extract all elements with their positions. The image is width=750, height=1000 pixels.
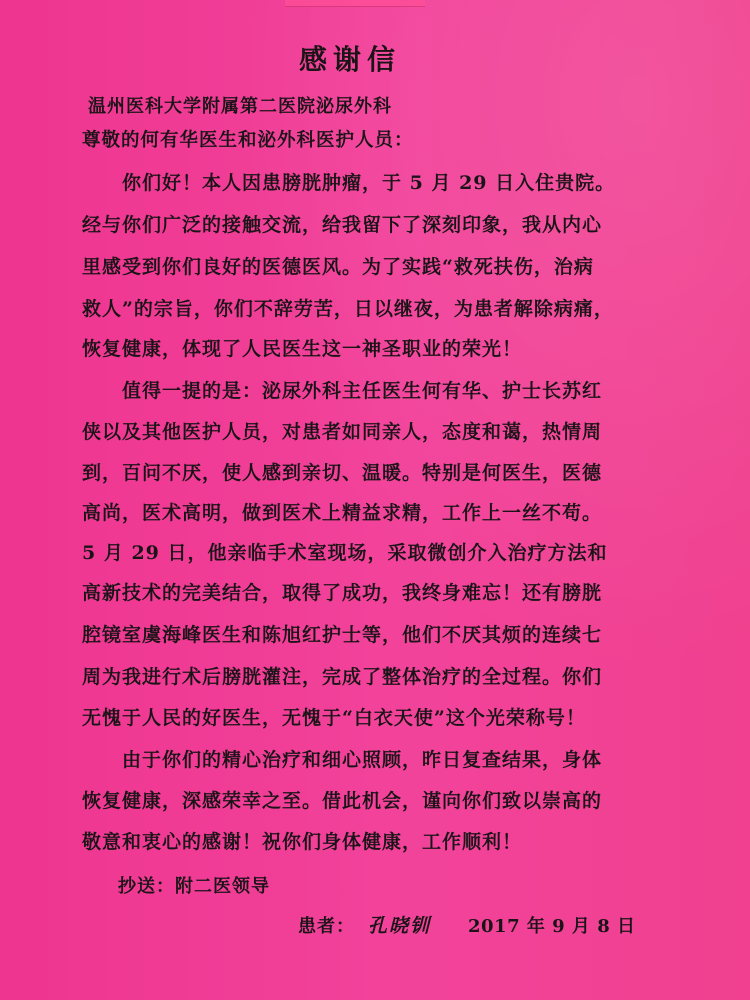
body-line: 经与你们广泛的接触交流，给我留下了深刻印象，我从内心: [82, 214, 603, 236]
body-line: 5 月 29 日，他亲临手术室现场，采取微创介入治疗方法和: [82, 542, 608, 564]
body-line: 救人”的宗旨，你们不辞劳苦，日以继夜，为患者解除病痛，: [82, 298, 614, 320]
body-line: 腔镜室虞海峰医生和陈旭红护士等，他们不厌其烦的连续七: [82, 624, 603, 646]
body-line: 恢复健康，体现了人民医生这一神圣职业的荣光！: [82, 338, 523, 360]
letter-date: 2017 年 9 月 8 日: [468, 916, 636, 937]
tape-strip: [285, 0, 425, 7]
body-line: 里感受到你们良好的医德医风。为了实践“救死扶伤，治病: [82, 256, 594, 278]
body-line: 你们好！本人因患膀胱肿瘤，于 5 月 29 日入住贵院。: [122, 172, 616, 194]
salutation: 尊敬的何有华医生和泌外科医护人员：: [82, 130, 414, 151]
body-line: 高新技术的完美结合，取得了成功，我终身难忘！还有膀胱: [82, 582, 603, 604]
body-line: 敬意和衷心的感谢！祝你们身体健康，工作顺利！: [82, 831, 523, 853]
letter-title: 感谢信: [298, 43, 401, 76]
signature-name: 孔晓钏: [368, 915, 432, 937]
body-line: 恢复健康，深感荣幸之至。借此机会，谨向你们致以崇高的: [82, 790, 603, 812]
recipient-organization: 温州医科大学附属第二医院泌尿外科: [88, 96, 392, 117]
body-line: 值得一提的是：泌尿外科主任医生何有华、护士长苏红: [122, 380, 603, 402]
cc-line: 抄送：附二医领导: [118, 876, 270, 897]
body-line: 由于你们的精心治疗和细心照顾，昨日复查结果，身体: [122, 749, 603, 771]
body-line: 无愧于人民的好医生，无愧于“白衣天使”这个光荣称号！: [82, 707, 586, 729]
body-line: 高尚，医术高明，做到医术上精益求精，工作上一丝不苟。: [82, 502, 603, 524]
body-line: 到，百问不厌，使人感到亲切、温暖。特别是何医生，医德: [82, 462, 603, 484]
body-line: 周为我进行术后膀胱灌注，完成了整体治疗的全过程。你们: [82, 666, 603, 688]
signature-label: 患者：: [298, 916, 355, 937]
body-line: 侠以及其他医护人员，对患者如同亲人，态度和蔼，热情周: [82, 421, 603, 443]
